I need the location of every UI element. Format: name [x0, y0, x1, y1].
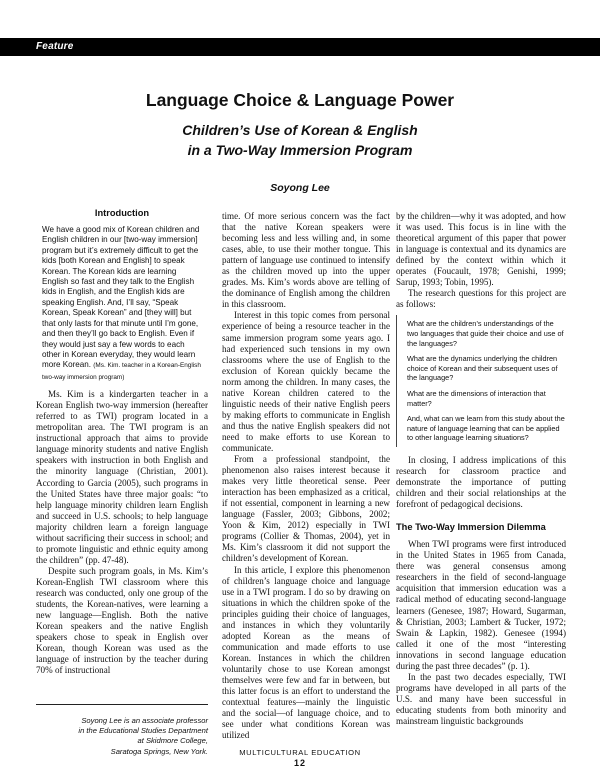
- section-heading: The Two-Way Immersion Dilemma: [396, 522, 546, 533]
- bio-line: Soyong Lee is an associate professor: [81, 716, 208, 725]
- feature-banner: [0, 38, 600, 56]
- body-paragraph: time. Of more serious concern was the fact that the native Korean speakers were becoming less and less willing and, in some cases, able, to use their mother tongue. This pattern of language use continued to intensify as the children moved up into the upper grades. Ms. Kim’s words above are telling of the dominance of English among the children in this classroom.: [222, 211, 390, 310]
- quote-citation: (Ms. Kim. teacher in a Korean-English two-way immersion program): [42, 362, 201, 381]
- research-question: What are the dimensions of interaction that matter?: [407, 388, 546, 408]
- body-paragraph: The research questions for this project are as follows:: [396, 288, 566, 310]
- research-question: What are the children’s understandings of the two languages that guide their choice and use of the languages?: [407, 319, 564, 348]
- bio-line: at Skidmore College,: [137, 736, 208, 746]
- research-question: What are the dynamics underlying the children choice of Korean and their subsequent uses of the language?: [407, 354, 558, 383]
- author-name: Soyong Lee: [270, 182, 330, 194]
- body-paragraph: Despite such program goals, in Ms. Kim’s Korean-English TWI classroom where this research was conducted, only one group of the students, the Korean-natives, were learning a new language—English. Both the native Korean speakers and the native English speakers chose to speak in English over Korean, though Korean was used as the language of instruction by the teacher during 70% of instructional: [36, 565, 208, 676]
- body-paragraph: From a professional standpoint, the phenomenon also raises interest because it makes very little theoretical sense. Peer interaction has been emphasized as a critical, if not essential, component in learning a new language (Fassler, 2003; Gibbons, 2002; Yoon & Kim, 2012) especially in TWI programs (Collier & Thomas, 2004), yet in Ms. Kim’s classroom it did not support the children’s development of Korean.: [222, 454, 390, 564]
- body-paragraph: Interest in this topic comes from personal experience of being a resource teacher in the same immersion program some years ago. I had experienced such tensions in my own classrooms where the use of English to the exclusion of Korean quickly became the norm among the children. In many cases, the native Korean children catered to the linguistic needs of their native English peers by making efforts to communicate in English and thus the native English speakers did not need to make efforts to use Korean to communicate.: [222, 310, 390, 453]
- column-1: [36, 208, 208, 676]
- intro-heading: Introduction: [94, 208, 150, 218]
- body-paragraph: In this article, I explore this phenomenon of children’s language choice and language use in a TWI program. I do so by drawing on situations in which the children spoke of the principles guiding their choice of languages, and instances in which they voluntarily adopted Korean as the means of communication and made efforts to use Korean. Instances in which the children voluntarily chose to use Korean amongst themselves were few and far in between, but this latter focus is an effort to understand the contextual features—mainly the linguistic and the social—of language choice, and to see under what conditions Korean was utilized: [222, 564, 390, 741]
- quote-text: We have a good mix of Korean children and English children in our [two-way immersion] program but it’s extremely difficult to get the kids [both Korean and English] to speak Korean. The Korean kids are learning English so fast and they talk to the English kids in English, and the English kids are speaking English. And, I’ll say, “Speak Korean, Speak Korean” and [they will] but that only lasts for that minute until I’m gone, and then they’ll go back to English. Even if they would just say a few words to each other in Korean everyday, they would learn more Korean.: [42, 225, 200, 370]
- journal-name: MULTICULTURAL EDUCATION: [239, 748, 361, 757]
- article-subtitle-line2: in a Two-Way Immersion Program: [187, 142, 413, 158]
- body-paragraph: by the children—why it was adopted, and how it was used. This focus is in line with the theoretical argument of this paper that power in language is contextual and its dynamics are defined by the context within which it operates (Foucault, 1978; Genishi, 1999; Sarup, 1993; Tobin, 1995).: [396, 211, 566, 288]
- article-subtitle-line1: Children’s Use of Korean & English: [182, 122, 418, 138]
- research-questions: [396, 315, 566, 447]
- column-2: [222, 211, 390, 741]
- body-paragraph: In closing, I address implications of this research for classroom practice and demonstrate the importance of putting children and their social relationships at the forefront of pedagogical decisions.: [396, 454, 566, 510]
- research-question: And, what can we learn from this study about the nature of language learning that can be applied to other language learning situations?: [407, 414, 565, 443]
- bio-line: in the Educational Studies Department: [78, 726, 208, 736]
- page-number: 12: [293, 758, 306, 768]
- bio-line: Saratoga Springs, New York.: [110, 746, 208, 756]
- epigraph-quote: [36, 225, 208, 383]
- bio-divider: [36, 704, 208, 705]
- column-3: [396, 211, 566, 727]
- body-paragraph: Ms. Kim is a kindergarten teacher in a Korean English two-way immersion (hereafter referred to as TWI) program located in a metropolitan area. The TWI program is an instructional approach that aims to provide language minority students and native English speakers with instruction in both English and the minority language (Christian, 2001). According to Garcia (2005), such programs in the United States have three major goals: “to help language minority children learn English and succeed in U.S. schools; to help language majority children learn a foreign language without sacrificing their success in school; and to promote linguistic and ethnic equity among the children” (pp. 47-48).: [36, 389, 208, 565]
- body-paragraph: In the past two decades especially, TWI programs have developed in all parts of the U.S. and many have been successful in educating students from both minority and mainstream linguistic backgrounds: [396, 671, 566, 726]
- section-label: Feature: [36, 41, 74, 52]
- body-paragraph: When TWI programs were first introduced in the United States in 1965 from Canada, there was general consensus among researchers in the field of second-language acquisition that immersion education was a radical method of educating second-language learners (Genesee, 1987; Howard, Sugarman, & Christian, 2003; Lambert & Tucker, 1972; Swain & Lapkin, 1982). Genesee (1994) called it one of the most “interesting innovations in second language education during the past three decades” (p. 1).: [396, 539, 566, 671]
- article-title: Language Choice & Language Power: [145, 90, 455, 110]
